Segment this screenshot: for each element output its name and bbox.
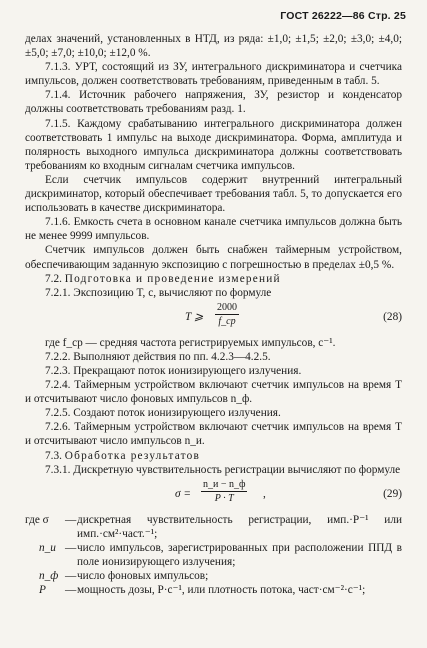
dash: — [65,541,77,554]
paragraph: 7.2.4. Таймерным устройством включают счетчик импульсов на время T и отсчитывают число фоновых импульсов n_ф. [25,379,402,406]
section-heading [25,272,402,286]
paragraph: 7.2.1. Экспозицию T, с, вычисляют по формуле [45,286,272,299]
paragraph: Если счетчик импульсов содержит внутренний интегральный дискриминатор, который обеспечивает требования табл. 5, то допускается его использовать в качестве дискриминатора. [25,173,402,215]
fraction-numerator: 2000 [217,301,237,313]
definition-item [25,583,402,597]
paragraph: 7.3.1. Дискретную чувствительность регистрации вычисляют по формуле [45,463,401,476]
paragraph: 7.1.4. Источник рабочего напряжения, ЗУ, резистор и конденсатор должны соответствовать требованиям разд. 1. [25,89,402,116]
formula-28 [25,301,402,333]
section-number: 7.3. [45,449,62,462]
definition-item [25,513,402,541]
definition-item [25,569,402,583]
definition-text: число импульсов, зарегистрированных при расположении ППД в поле ионизирующего излучения; [77,541,402,568]
section-heading [25,449,402,463]
page-header: ГОСТ 26222—86 Стр. 25 [280,10,406,22]
equation-number: (28) [383,310,402,323]
section-title: Подготовка и проведение измерений [64,272,281,285]
definition-symbol: n_и [39,541,56,554]
paragraph: Счетчик импульсов должен быть снабжен таймерным устройством, обеспечивающим заданную экспозицию с погрешностью в пределах ±0,5 %. [25,244,402,271]
paragraph: 7.1.5. Каждому срабатыванию интегрального дискриминатора должен соответствовать 1 импульс на выходе дискриминатора. Форма, амплитуда и полярность выходного импульса дискриминатора должны соответствовать требованиям ко входным сигналам счетчика импульсов. [25,117,402,172]
paragraph: где f_ср — средняя частота регистрируемых импульсов, с⁻¹. [45,336,336,349]
definition-symbol: n_ф [39,570,59,583]
body-text [25,32,402,597]
definition-list [25,513,402,598]
formula-fraction [215,301,239,328]
section-title: Обработка результатов [64,449,200,462]
paragraph: 7.2.3. Прекращают поток ионизирующего излучения. [45,364,302,377]
fraction-denominator: f_ср [218,315,236,327]
equation-number: (29) [383,487,402,500]
formula-comma: , [263,487,266,500]
fraction-numerator: n_и − n_ф [203,478,246,490]
fraction-denominator: P · T [214,492,234,504]
paragraph: 7.2.6. Таймерным устройством включают счетчик импульсов на время T и отсчитывают число импульсов n_и. [25,421,402,448]
paragraph: 7.2.5. Создают поток ионизирующего излучения. [45,407,281,420]
formula-lhs: σ = [175,487,192,500]
section-number: 7.2. [45,272,62,285]
definition-text: дискретная чувствительность регистрации, имп.·Р⁻¹ или имп.·см²·част.⁻¹; [77,513,402,540]
dash: — [65,584,77,597]
paragraph: 7.1.3. УРТ, состоящий из ЗУ, интегрального дискриминатора и счетчика импульсов, должен соответствовать требованиям, приведенным в табл. 5. [25,61,402,88]
definition-text: число фоновых импульсов; [77,570,209,583]
formula-lhs: T ⩾ [185,310,204,323]
paragraph: делах значений, установленных в НТД, из ряда: ±1,0; ±1,5; ±2,0; ±3,0; ±4,0; ±5,0; ±7,0; ±10,0; ±12,0 %. [25,33,402,60]
definition-text: мощность дозы, Р·с⁻¹, или плотность потока, част·см⁻²·с⁻¹; [77,584,366,597]
definition-symbol: P [39,584,46,597]
formula-29 [25,478,402,510]
formula-fraction [201,478,247,505]
definition-item [25,541,402,569]
definition-symbol: где σ [25,513,49,526]
dash: — [65,570,77,583]
dash: — [65,513,77,526]
paragraph: 7.1.6. Емкость счета в основном канале счетчика импульсов должна быть не менее 9999 импульсов. [25,216,402,243]
paragraph: 7.2.2. Выполняют действия по пп. 4.2.3—4.2.5. [45,350,271,363]
